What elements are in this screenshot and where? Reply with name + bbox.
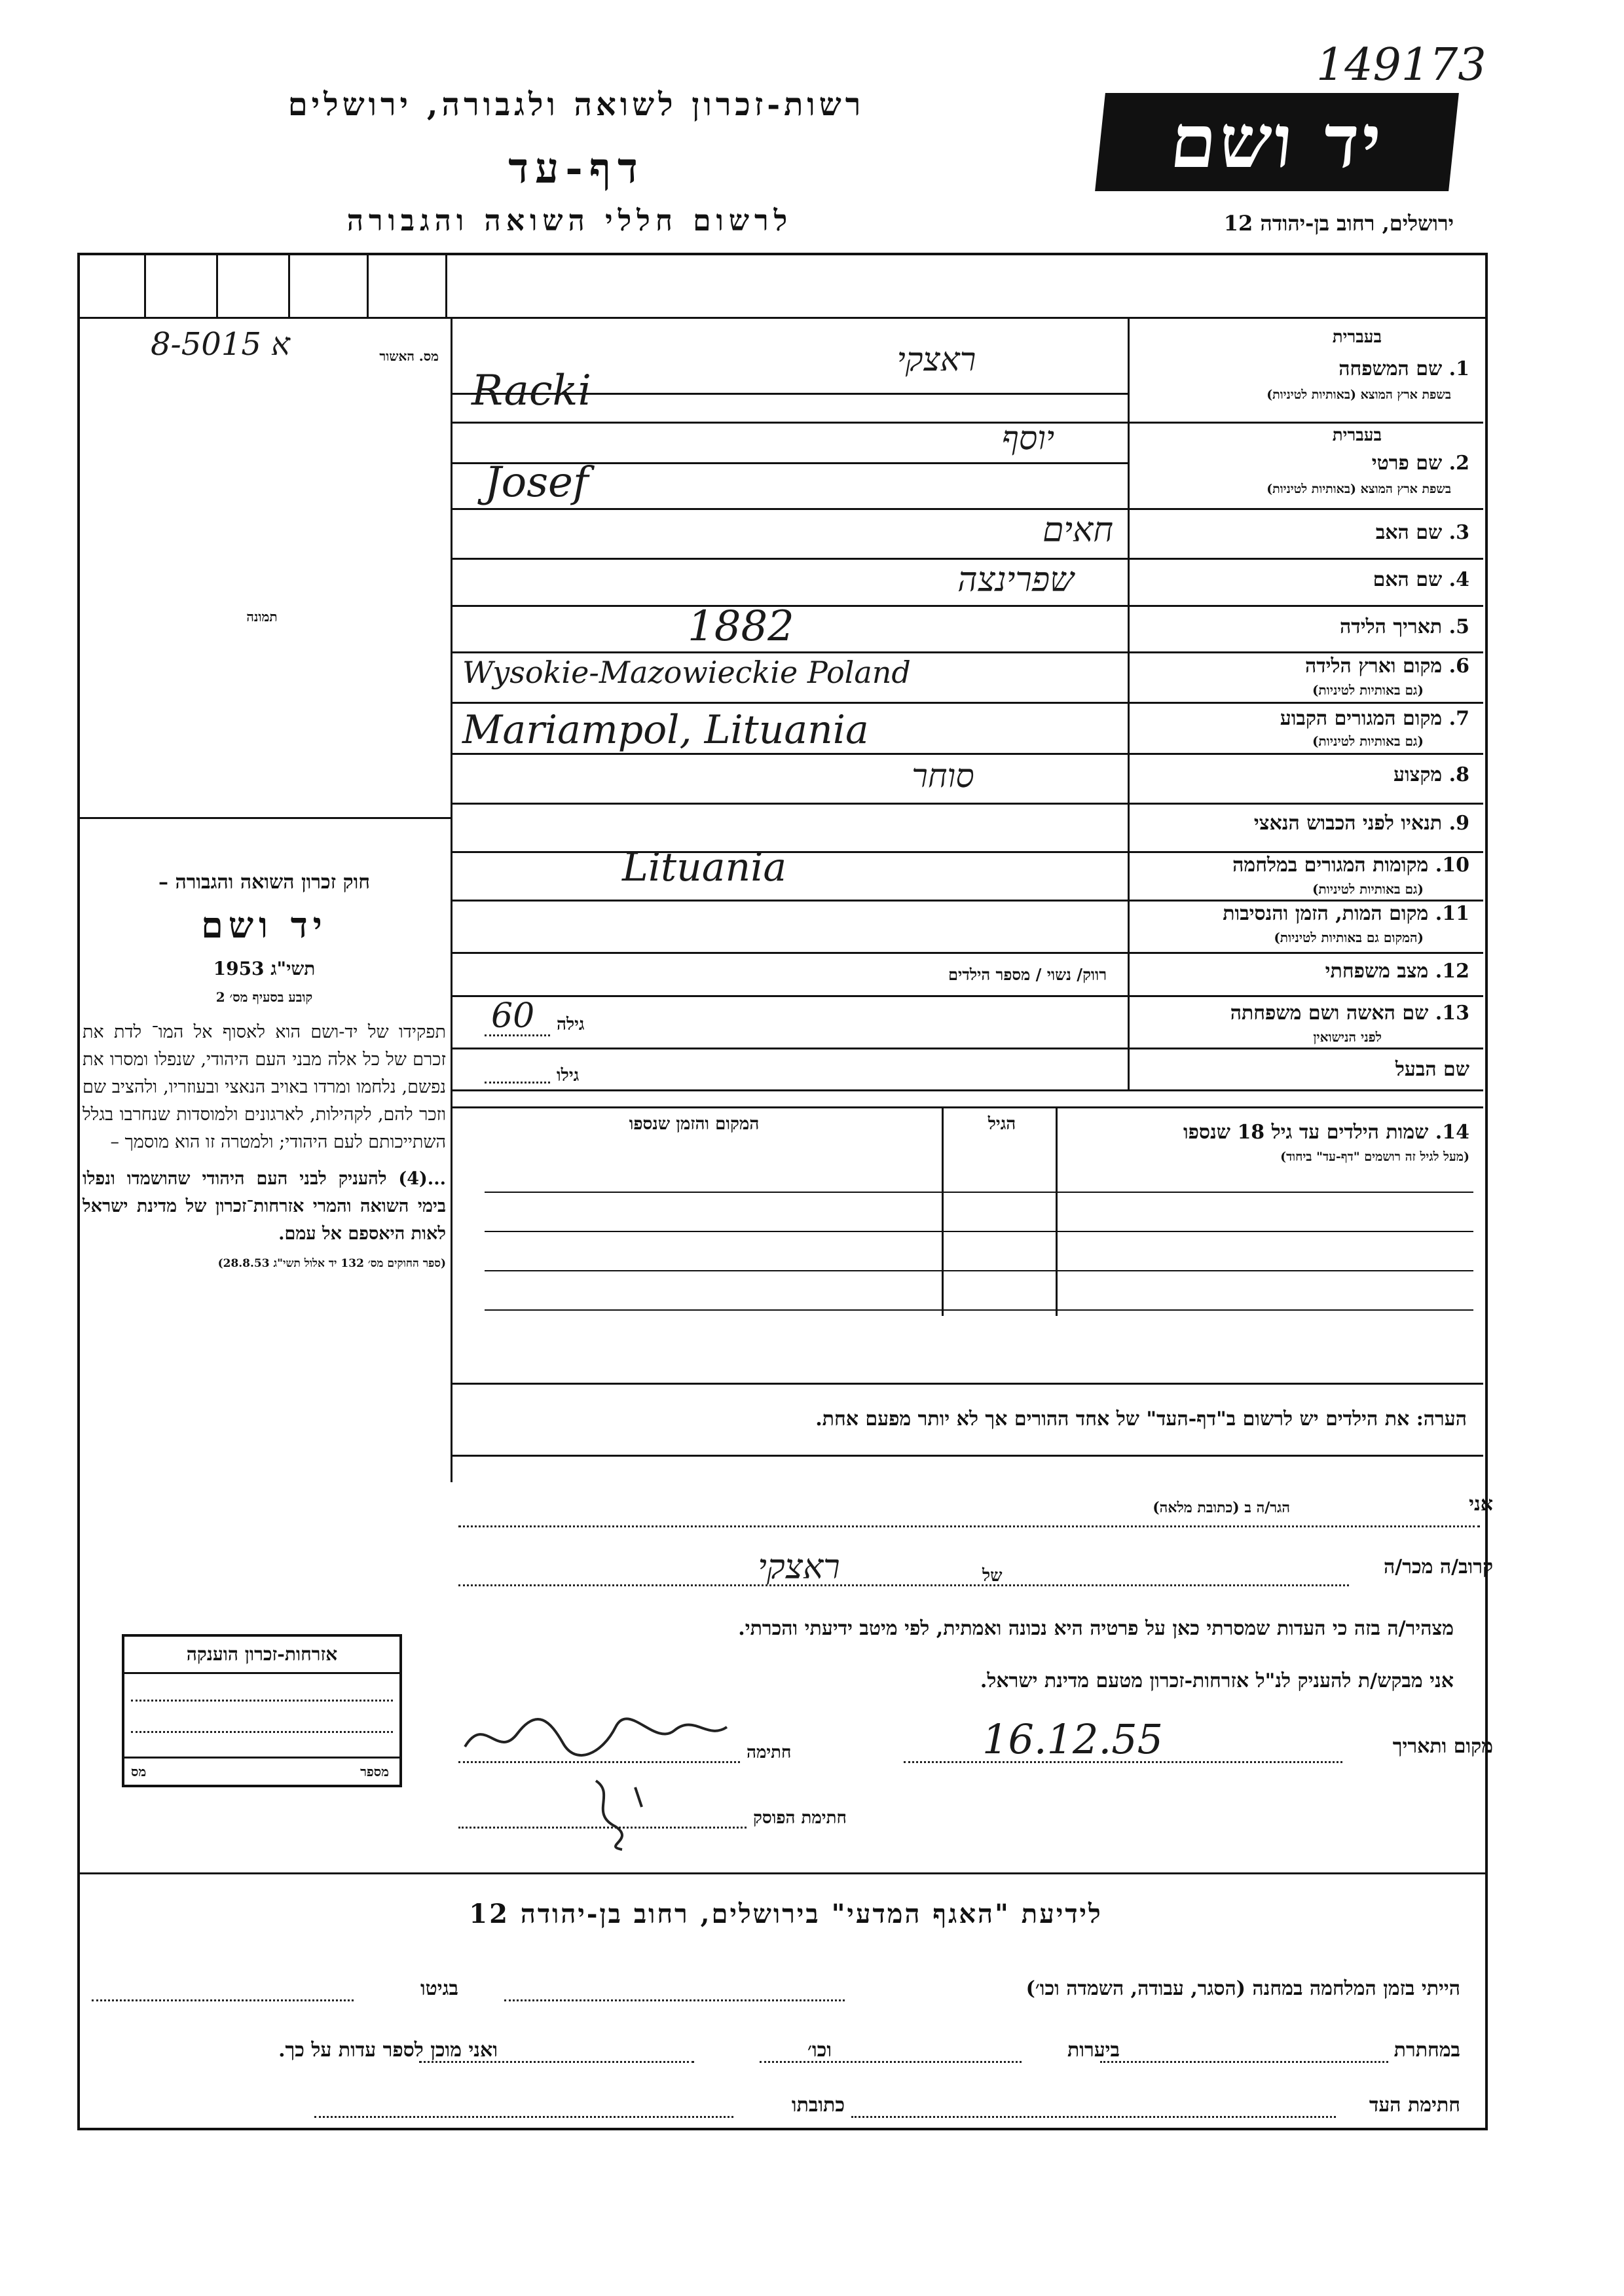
citizenship-number-text: מספר (360, 1764, 389, 1779)
field-4-label (1373, 568, 1469, 591)
field-3-text: שם האב (1375, 521, 1443, 544)
field-12-label (1325, 960, 1469, 983)
children-text: שמות הילדים עד גיל 18 שנספו (1183, 1121, 1429, 1144)
official-signature-label: חתימת הפוסק (753, 1808, 847, 1828)
law-text-2: ...(4) להעניק לבני העם היהודי שהושמדו ונפלו בימי השואה והמרי אזרחות־זכרון של מדינת ישראל לאות היאספם אל עמם. (83, 1169, 446, 1244)
field-5-text: תאריך הלידה (1340, 615, 1443, 638)
official-signature (576, 1768, 681, 1855)
field-1-lang: בעברית (1332, 327, 1382, 347)
field-3-num: 3. (1449, 521, 1469, 544)
field-10-text: מקומות המגורים במלחמה (1232, 854, 1429, 877)
field-2-value-hebrew: יוסף (1001, 419, 1055, 457)
note-text: הערה: את הילדים יש לרשום ב"דף-העד" של אחד ההורים אך לא יותר מפעם אחת. (815, 1408, 1467, 1430)
registration-label: מס. האשור (379, 348, 439, 364)
registration-field (98, 326, 439, 382)
info-line-1-label: הייתי בזמן המלחמה במחנה (הסגר, עבודה, השמדה וכו׳) (1025, 1977, 1460, 2000)
field-8-text: מקצוע (1393, 763, 1443, 786)
field-7-value: Mariampol, Lituania (462, 707, 869, 753)
field-3-value: חאים (1042, 511, 1113, 550)
citizenship-title: אזרחות-זכרון הוענקה (124, 1637, 399, 1674)
field-4-text: שם האם (1373, 568, 1443, 591)
field-2-lang: בעברית (1332, 426, 1382, 445)
signature-label: חתימה (747, 1743, 792, 1762)
field-7-text: מקום המגורים הקבוע (1280, 707, 1443, 730)
field-8-value: סוחר (912, 757, 974, 795)
relation-of-label: של (982, 1566, 1003, 1586)
wife-age-value: 60 (491, 996, 535, 1036)
place-date-label: מקום ותאריך (1392, 1735, 1493, 1758)
children-num: 14. (1435, 1121, 1469, 1144)
declarant-address-label: הגר/ה ב (כתובת מלאה) (1153, 1499, 1290, 1516)
field-8-label (1393, 763, 1469, 786)
field-2-text: שם פרטי (1371, 452, 1443, 475)
citizenship-number-suffix: מס (131, 1764, 147, 1779)
date-value: 16.12.55 (982, 1715, 1164, 1763)
law-title: חוק זכרון השואה והגבורה – (158, 871, 370, 894)
relation-label: קרוב/ה מכר/ה (1384, 1556, 1493, 1578)
info-line-2-etc: וכו׳ (807, 2039, 832, 2062)
field-13-text: שם האשה ושם משפחתה (1230, 1002, 1429, 1025)
declarant-name-label: אני (1469, 1493, 1493, 1516)
field-2-sub: בשפת ארץ המוצא (באותיות לטיניות) (1266, 482, 1451, 496)
field-4-value: שפרינצה (957, 560, 1074, 600)
archive-number (1316, 39, 1486, 91)
field-10-sub: (גם באותיות לטיניות) (1312, 881, 1424, 897)
law-year: תשי"ג 1953 (213, 958, 316, 979)
info-line-2-end: ואני מוכן לספר עדות על כך. (278, 2039, 498, 2062)
info-line-2-mid: ביערות (1067, 2039, 1120, 2062)
law-name: יד ושם (201, 904, 327, 946)
field-1-num: 1. (1449, 357, 1469, 380)
official-scribble-icon (576, 1768, 681, 1853)
field-12-options: רווק/ נשוי / מספר הילדים (948, 965, 1107, 984)
field-9-num: 9. (1449, 812, 1469, 835)
info-line-3-end: כתובתו (791, 2094, 845, 2117)
field-2-value-latin: Josef (485, 458, 589, 507)
logo-text: יד ושם (1166, 99, 1388, 185)
field-1-sub: בשפת ארץ המוצא (באותיות לטיניות) (1266, 388, 1451, 402)
field-6-label (1305, 655, 1469, 678)
field-6-text: מקום וארץ הלידה (1304, 655, 1443, 678)
law-text-1: תפקידו של יד-ושם הוא לאסוף אל המו־ לדת את זכרם של כל אלה מבני העם היהודי, שנפלו ומסרו את נפשם, נלחמו ומרדו באויב הנאצי ובעוזריו, ולהציב שם וזכר להם, לקהילות, לארגונים ולמוסדות שנחרבו בגלל השתייכותם לעם היהודי; ולמטרה זו הוא מוסמך – (83, 1022, 446, 1152)
signature-scribble-icon (458, 1707, 733, 1766)
field-7-sub: (גם באותיות לטיניות) (1312, 733, 1424, 749)
field-11-label (1223, 902, 1469, 925)
field-10-value: Lituania (622, 845, 787, 890)
children-col-place: המקום והזמן שנספו (629, 1114, 760, 1134)
children-label (1183, 1121, 1469, 1144)
form-subtitle: לרשום חללי השואה והגבורה (346, 204, 793, 238)
husband-label: שם הבעל (1395, 1058, 1469, 1081)
field-5-num: 5. (1449, 615, 1469, 638)
citizenship-number-label (124, 1757, 399, 1785)
yad-vashem-logo (1095, 93, 1459, 191)
info-line-1-end: בגיטו (420, 1977, 458, 2000)
relation-value: ראצקי (758, 1548, 840, 1587)
field-3-label (1376, 521, 1469, 544)
info-title: לידיעת "האגף המדעי" בירושלים, רחוב בן-יהודה 12 (469, 1899, 1103, 1929)
field-11-num: 11. (1435, 902, 1469, 925)
field-11-text: מקום המות, הזמן והנסיבות (1223, 902, 1429, 925)
field-2-label (1372, 452, 1469, 475)
field-10-label (1232, 854, 1469, 877)
field-13-sub: לפני הנישואין (1313, 1029, 1382, 1045)
form-title: דף-עד (508, 144, 644, 193)
field-7-label (1280, 707, 1469, 730)
field-4-num: 4. (1449, 568, 1469, 591)
field-1-value-hebrew: ראצקי (896, 340, 976, 378)
field-12-num: 12. (1435, 960, 1469, 983)
children-col-age: הגיל (987, 1114, 1016, 1134)
law-source: (ספר החוקים מס׳ 132 יד אלול תשי"ג 28.8.53) (217, 1257, 446, 1270)
citizenship-box (122, 1634, 402, 1787)
field-1-label (1338, 357, 1469, 380)
children-sub: (מעל לגיל זה רושמים "דף-עד" ביחוד) (1280, 1150, 1469, 1164)
declaration-2: אני מבקש/ת להעניק לנ"ל אזרחות-זכרון מטעם מדינת ישראל. (980, 1669, 1454, 1692)
field-2-num: 2. (1449, 452, 1469, 475)
field-5-value: 1882 (688, 602, 794, 651)
registration-value: 8-א 5015 (151, 326, 290, 363)
address: ירושלים, רחוב בן-יהודה 12 (1223, 211, 1454, 236)
field-7-num: 7. (1449, 707, 1469, 730)
field-12-text: מצב משפחתי (1325, 960, 1429, 983)
field-13-label (1230, 1002, 1469, 1025)
field-1-text: שם המשפחה (1338, 357, 1443, 380)
field-10-num: 10. (1435, 854, 1469, 877)
husband-age-label: גילו (557, 1066, 580, 1085)
field-6-value: Wysokie-Mazowieckie Poland (462, 655, 911, 690)
field-9-text: תנאיו לפני הכבוש הנאצי (1253, 812, 1443, 835)
authority-line: רשות-זכרון לשואה ולגבורה, ירושלים (287, 86, 865, 123)
field-6-sub: (גם באותיות לטיניות) (1312, 682, 1424, 698)
field-5-label (1340, 615, 1469, 638)
field-13-num: 13. (1435, 1002, 1469, 1025)
info-line-3-start: חתימת העד (1369, 2094, 1460, 2117)
law-block (83, 871, 446, 1270)
declaration-1: מצהיר/ה בזה כי העדות שמסרתי כאן על פרטיה היא נכונה ואמתית, לפי מיטב ידיעתי והכרתי. (738, 1617, 1454, 1640)
field-6-num: 6. (1449, 655, 1469, 678)
photo-label: תמונה (246, 609, 278, 625)
field-1-value-latin: Racki (471, 367, 591, 415)
field-8-num: 8. (1449, 763, 1469, 786)
declarant-signature (458, 1707, 733, 1760)
wife-age-label: גילה (557, 1015, 585, 1034)
archive-number-text: 149173 (1316, 39, 1486, 91)
field-11-sub: (המקום גם באותיות לטיניות) (1274, 930, 1424, 945)
field-9-label (1254, 812, 1469, 835)
info-line-2-start: במחתרת (1393, 2039, 1460, 2062)
law-clause: קובע בסעיף מס׳ 2 (215, 989, 313, 1005)
